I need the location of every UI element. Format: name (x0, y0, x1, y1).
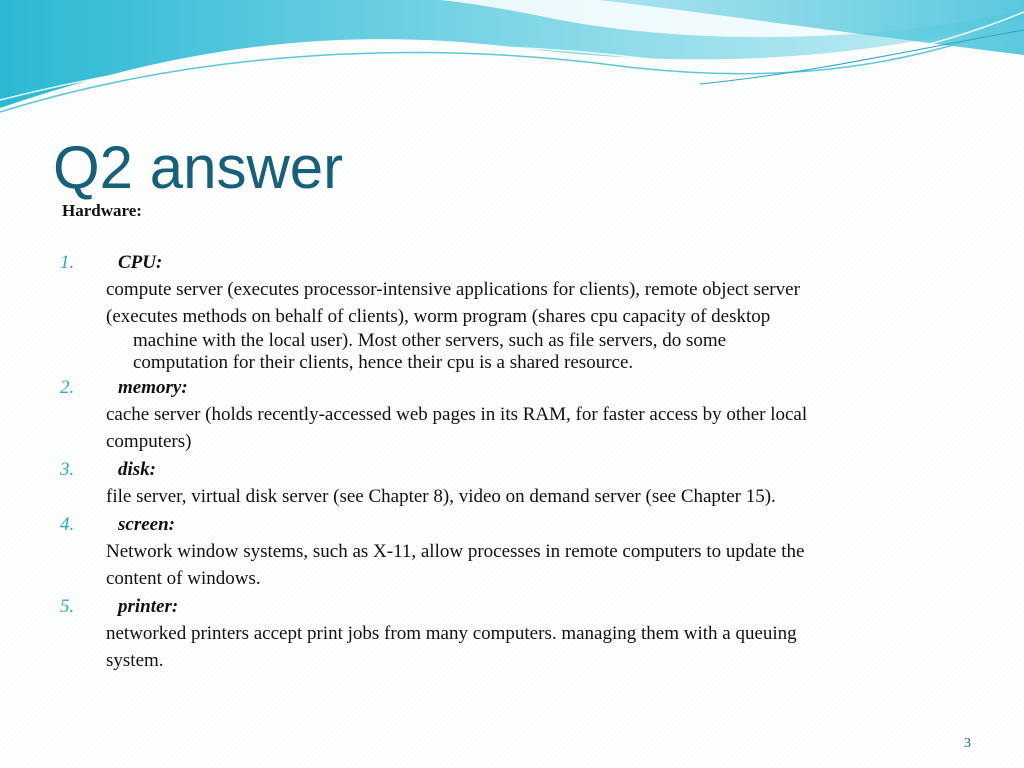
list-item-heading: memory: (118, 377, 188, 398)
text-line: networked printers accept print jobs from many computers. managing them with a queuing (106, 623, 797, 644)
list-item-text (106, 620, 966, 674)
list-item-heading: disk: (118, 459, 156, 480)
list-item-text (106, 483, 966, 510)
list-item-number: 3. (60, 459, 75, 480)
text-line: system. (106, 650, 164, 671)
text-line: Network window systems, such as X-11, allow processes in remote computers to update the (106, 541, 805, 562)
text-line: (executes methods on behalf of clients), worm program (shares cpu capacity of desktop (106, 306, 771, 327)
header-wave-decoration (0, 0, 1024, 130)
list-item-number: 1. (60, 252, 75, 273)
text-line: file server, virtual disk server (see Chapter 8), video on demand server (see Chapter 15). (106, 486, 776, 507)
text-line: machine with the local user). Most other servers, such as file servers, do some (133, 330, 727, 351)
list-item-text (106, 538, 966, 592)
list-item-heading: screen: (118, 514, 175, 535)
text-line: computers) (106, 431, 192, 452)
list-item-heading: CPU: (118, 252, 163, 273)
text-line: content of windows. (106, 568, 261, 589)
text-line: cache server (holds recently-accessed web pages in its RAM, for faster access by other local (106, 404, 808, 425)
list-item-number: 4. (60, 514, 75, 535)
list-item-number: 2. (60, 377, 75, 398)
slide-subtitle: Hardware: (62, 201, 142, 220)
list-item-text (106, 401, 966, 455)
list-item-heading: printer: (118, 596, 179, 617)
slide-title: Q2 answer (53, 134, 344, 201)
list-item-text (106, 276, 966, 374)
list-item-number: 5. (60, 596, 75, 617)
text-line: computation for their clients, hence their cpu is a shared resource. (133, 352, 634, 373)
page-number: 3 (964, 736, 971, 751)
text-line: compute server (executes processor-intensive applications for clients), remote object server (106, 279, 800, 300)
